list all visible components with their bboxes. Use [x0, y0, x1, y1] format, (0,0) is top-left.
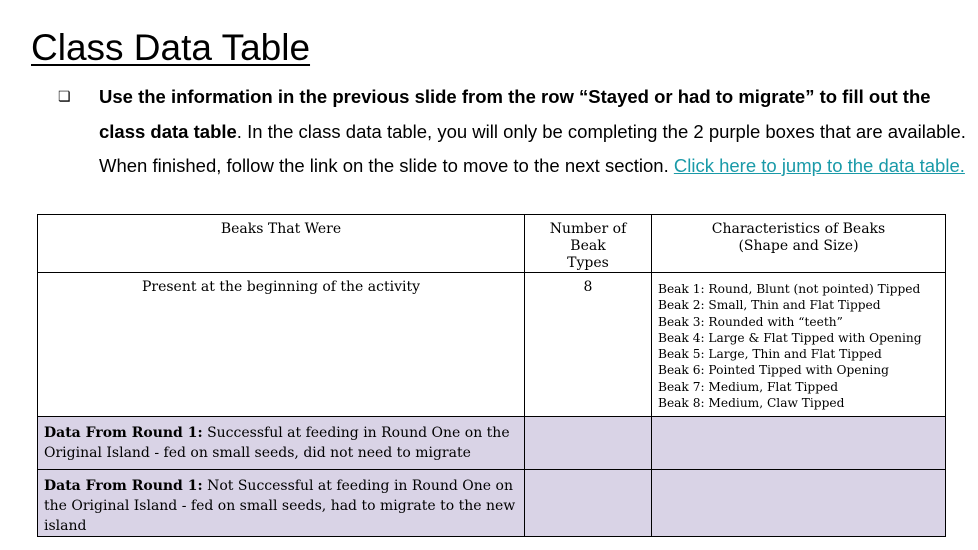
table-header-row	[38, 215, 946, 273]
class-data-table	[37, 214, 946, 537]
beak-item: Beak 1: Round, Blunt (not pointed) Tipped	[658, 282, 921, 296]
present-count: 8	[525, 273, 652, 417]
round-label-bold: Data From Round 1:	[44, 478, 203, 494]
round1-successful-count-input[interactable]	[525, 417, 652, 470]
beak-item: Beak 6: Pointed Tipped with Opening	[658, 363, 889, 378]
round-label-bold: Data From Round 1:	[44, 425, 203, 441]
round1-successful-characteristics-input[interactable]	[652, 417, 946, 470]
present-label: Present at the beginning of the activity	[38, 273, 525, 417]
instruction-body: . In the class data table, you will only be completing the 2 purple boxes that are available. When finished, follow the link on the slide to move to the next section.	[99, 120, 966, 176]
table-row-round1-not-successful	[38, 470, 946, 537]
round-label-text: Not Successful at feeding in Round One on the Original Island - fed on small seeds, had to migrate to the new island	[44, 478, 516, 534]
header-number-of-beak-types	[525, 215, 652, 273]
beak-item: Beak 5: Large, Thin and Flat Tipped	[658, 347, 882, 362]
instruction-bold: Use the information in the previous slide from the row “Stayed or had to migrate” to fill out the class data table	[99, 86, 931, 142]
round1-not-successful-characteristics-input[interactable]	[652, 470, 946, 537]
instruction-text	[99, 80, 969, 184]
round1-successful-label	[38, 417, 525, 470]
round-label-text: Successful at feeding in Round One on the Original Island - fed on small seeds, did not need to migrate	[44, 425, 510, 461]
round1-not-successful-label	[38, 470, 525, 537]
round1-not-successful-count-input[interactable]	[525, 470, 652, 537]
jump-to-table-link[interactable]: Click here to jump to the data table.	[673, 155, 965, 176]
table-row-present	[38, 273, 946, 417]
header-line: Types	[567, 255, 609, 271]
header-line: Number of Beak	[549, 221, 627, 254]
header-characteristics	[652, 215, 946, 273]
header-line: (Shape and Size)	[738, 238, 859, 254]
beak-item: Beak 8: Medium, Claw Tipped	[658, 396, 845, 411]
beak-list-cell	[652, 273, 946, 417]
header-beaks-that-were: Beaks That Were	[38, 215, 525, 273]
beak-item: Beak 2: Small, Thin and Flat Tipped	[658, 298, 881, 313]
header-line: Characteristics of Beaks	[711, 221, 886, 237]
beak-item: Beak 7: Medium, Flat Tipped	[658, 379, 839, 394]
beak-list	[658, 279, 939, 411]
page-title: Class Data Table	[31, 27, 311, 68]
table-row-round1-successful	[38, 417, 946, 470]
beak-item: Beak 4: Large & Flat Tipped with Opening	[658, 330, 922, 345]
beak-item: Beak 3: Rounded with “teeth”	[658, 314, 843, 329]
checkbox-bullet-icon: ❏	[58, 88, 71, 104]
